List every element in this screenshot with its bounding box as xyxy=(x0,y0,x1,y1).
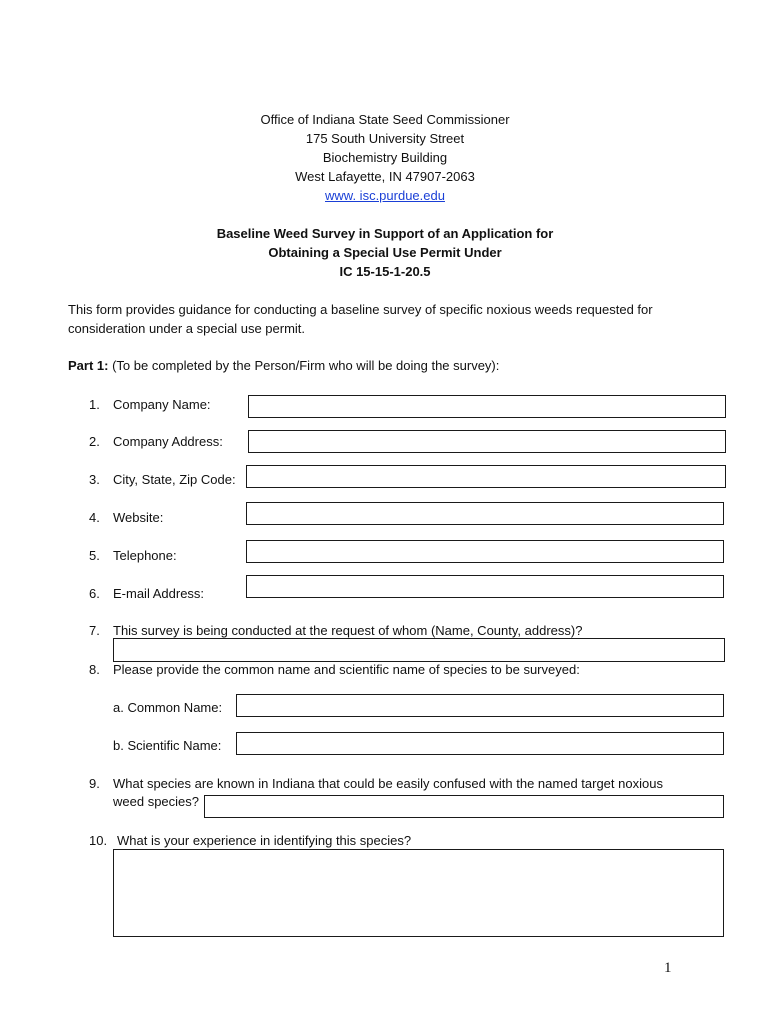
company-address-label: Company Address: xyxy=(113,434,223,449)
telephone-label: Telephone: xyxy=(113,548,177,563)
building-name: Biochemistry Building xyxy=(322,150,448,165)
field9-number: 9. xyxy=(89,776,100,791)
common-name-input[interactable] xyxy=(236,694,724,717)
city-address: West Lafayette, IN 47907-2063 xyxy=(295,169,475,184)
city-state-zip-label: City, State, Zip Code: xyxy=(113,472,236,487)
company-name-label: Company Name: xyxy=(113,397,211,412)
intro-paragraph: This form provides guidance for conducting a baseline survey of specific noxious weeds requested for consideration under a special use permit. xyxy=(68,302,653,336)
field6-number: 6. xyxy=(89,586,100,601)
website-label: Website: xyxy=(113,510,164,525)
website-link-row xyxy=(0,186,770,205)
city-state-zip-input[interactable] xyxy=(246,465,726,488)
field1-number: 1. xyxy=(89,397,100,412)
field7-number: 7. xyxy=(89,623,100,638)
request-of-whom-label: This survey is being conducted at the request of whom (Name, County, address)? xyxy=(113,623,583,638)
website-link[interactable]: www. isc.purdue.edu xyxy=(325,188,445,203)
company-address-input[interactable] xyxy=(248,430,726,453)
street-address: 175 South University Street xyxy=(305,131,465,146)
species-names-label: Please provide the common name and scientific name of species to be surveyed: xyxy=(113,662,580,677)
email-label: E-mail Address: xyxy=(113,586,205,601)
part1-heading xyxy=(68,358,499,374)
confusable-species-label-line2: weed species? xyxy=(113,794,199,809)
confusable-species-input[interactable] xyxy=(204,795,724,818)
form-title-line1: Baseline Weed Survey in Support of an Application for xyxy=(216,226,554,241)
part1-label: Part 1: xyxy=(68,358,109,373)
field2-number: 2. xyxy=(89,434,100,449)
field8-number: 8. xyxy=(89,662,100,677)
form-title-line2: Obtaining a Special Use Permit Under xyxy=(268,245,502,260)
page-number: 1 xyxy=(664,960,672,976)
office-name: Office of Indiana State Seed Commissioner xyxy=(260,112,510,127)
experience-label: What is your experience in identifying this species? xyxy=(117,833,412,848)
experience-textarea[interactable] xyxy=(113,849,724,937)
field10-number: 10. xyxy=(89,833,108,848)
scientific-name-label: b. Scientific Name: xyxy=(113,738,222,753)
form-title-line3: IC 15-15-1-20.5 xyxy=(339,264,431,279)
website-input[interactable] xyxy=(246,502,724,525)
scientific-name-input[interactable] xyxy=(236,732,724,755)
common-name-label: a. Common Name: xyxy=(113,700,223,715)
confusable-species-label-line1: What species are known in Indiana that could be easily confused with the named target noxious xyxy=(113,776,663,791)
email-input[interactable] xyxy=(246,575,724,598)
telephone-input[interactable] xyxy=(246,540,724,563)
field3-number: 3. xyxy=(89,472,100,487)
company-name-input[interactable] xyxy=(248,395,726,418)
part1-text: (To be completed by the Person/Firm who will be doing the survey): xyxy=(108,358,500,373)
field5-number: 5. xyxy=(89,548,100,563)
request-of-whom-input[interactable] xyxy=(113,638,725,662)
field4-number: 4. xyxy=(89,510,100,525)
